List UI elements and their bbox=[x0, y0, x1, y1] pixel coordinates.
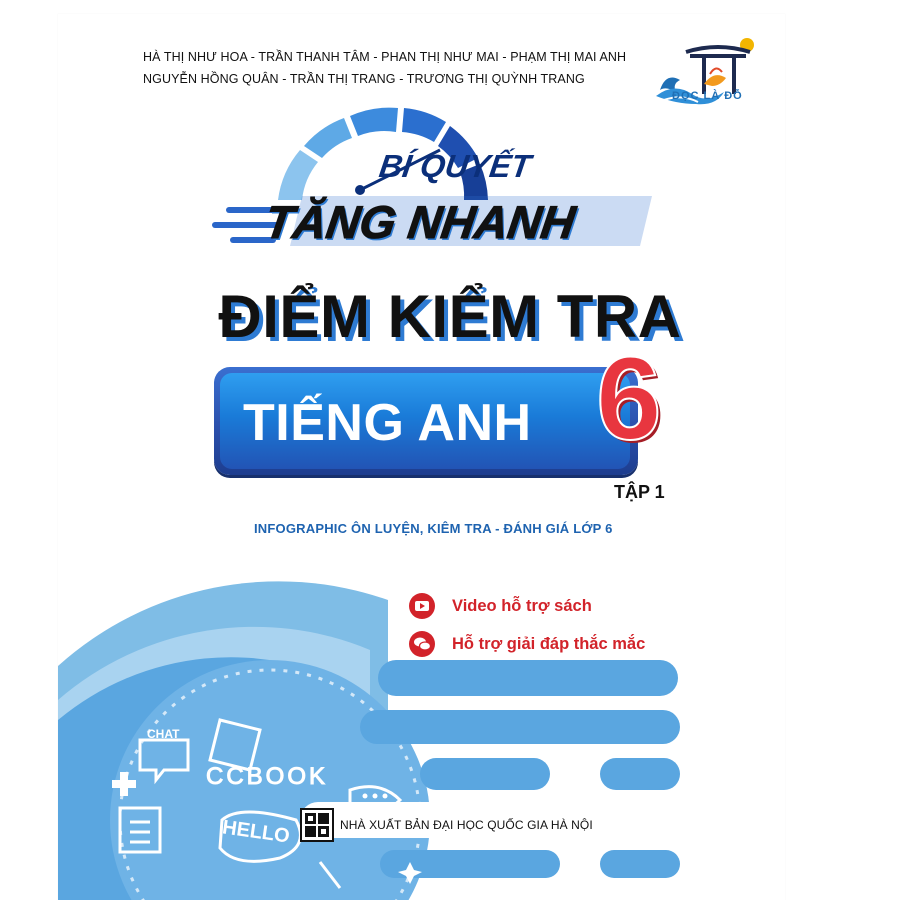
publisher-block bbox=[300, 808, 593, 842]
title-line-3: ĐIỂM KIỂM TRA bbox=[218, 283, 682, 350]
title-line-2: TĂNG NHANH bbox=[261, 196, 579, 248]
volume-label: TẬP 1 bbox=[614, 482, 665, 502]
subtitle: INFOGRAPHIC ÔN LUYỆN, KIÊM TRA - ĐÁNH GIÁ LỚP 6 bbox=[254, 521, 613, 536]
art-hello-label: HELLO bbox=[220, 816, 292, 848]
title-line-1: BÍ QUYẾT bbox=[376, 148, 534, 184]
publisher-name: NHÀ XUẤT BẢN ĐẠI HỌC QUỐC GIA HÀ NỘI bbox=[340, 818, 593, 832]
art-ccbook-label: CCBOOK bbox=[206, 763, 329, 790]
grade-number: 6 bbox=[596, 333, 662, 465]
feature-label-video: Video hỗ trợ sách bbox=[452, 596, 592, 615]
feature-label-qa: Hỗ trợ giải đáp thắc mắc bbox=[452, 634, 646, 653]
authors-line-2: NGUYỄN HỒNG QUÂN - TRẦN THỊ TRANG - TRƯƠNG THỊ QUỲNH TRANG bbox=[143, 72, 585, 86]
publisher-logo-icon bbox=[300, 808, 334, 842]
authors-line-1: HÀ THỊ NHƯ HOA - TRẦN THANH TÂM - PHAN THỊ NHƯ MAI - PHẠM THỊ MAI ANH bbox=[143, 50, 627, 64]
art-chat-label: CHAT bbox=[147, 727, 180, 741]
brand-logo-text: ĐỌC LÀ ĐỖ bbox=[672, 90, 743, 102]
subject-title: TIẾNG ANH bbox=[243, 394, 532, 452]
